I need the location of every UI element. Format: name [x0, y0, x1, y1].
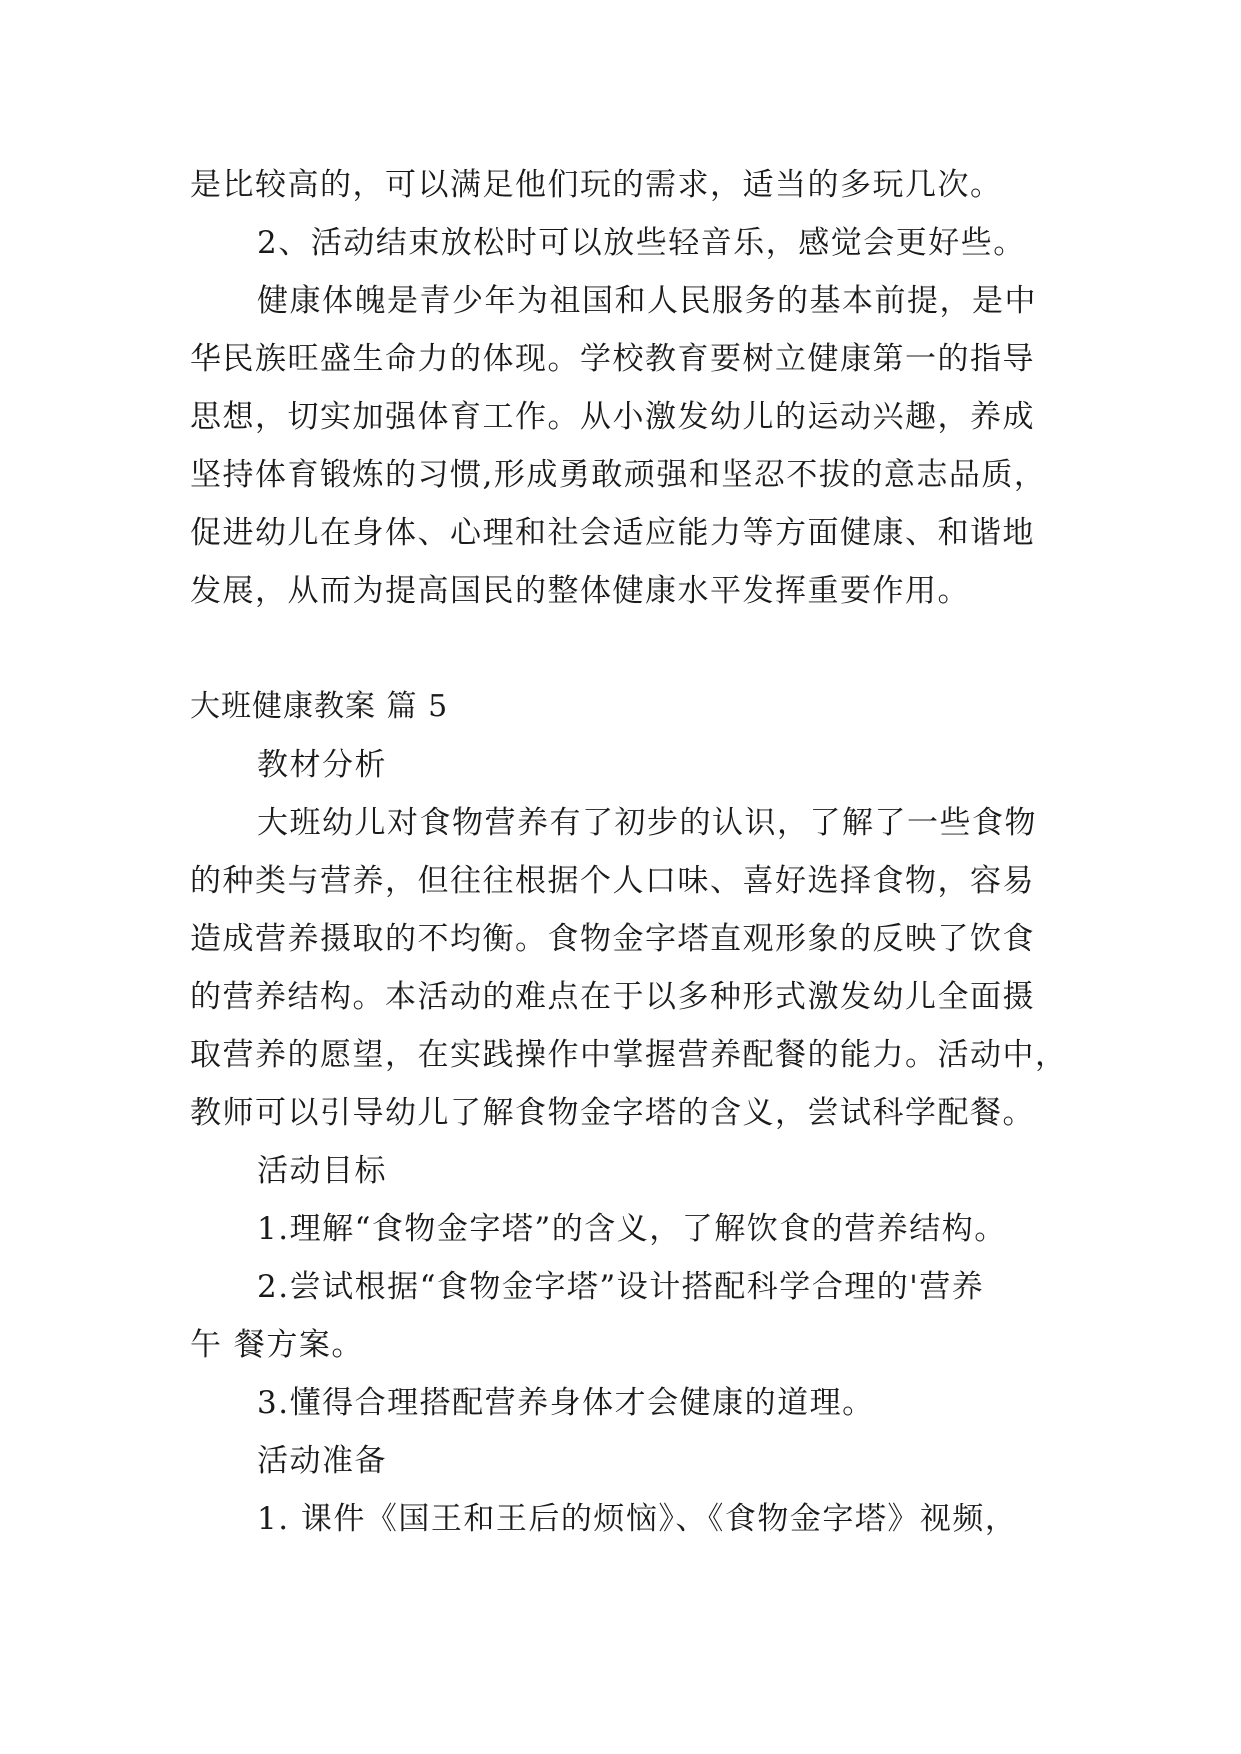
subheading: 教材分析 [257, 747, 387, 783]
body-text-line: 的种类与营养，但往往根据个人口味、喜好选择食物，容易 [190, 863, 1035, 899]
body-text-line: 健康体魄是青少年为祖国和人民服务的基本前提，是中 [257, 283, 1037, 319]
list-item: 1. 课件《国王和王后的烦恼》、《食物金字塔》视频， [257, 1501, 1018, 1537]
body-text-line: 发展，从而为提高国民的整体健康水平发挥重要作用。 [190, 573, 970, 609]
body-text-line: 促进幼儿在身体、心理和社会适应能力等方面健康、和谐地 [190, 515, 1035, 551]
section-heading: 大班健康教案 篇 5 [190, 689, 449, 724]
body-text-line: 2、活动结束放松时可以放些轻音乐，感觉会更好些。 [257, 225, 1026, 261]
body-text-line: 大班幼儿对食物营养有了初步的认识，了解了一些食物 [257, 805, 1037, 841]
list-item: 1.理解“食物金字塔”的含义，了解饮食的营养结构。 [257, 1211, 1007, 1247]
body-text-line: 教师可以引导幼儿了解食物金字塔的含义，尝试科学配餐。 [190, 1095, 1035, 1131]
body-text-line: 思想，切实加强体育工作。从小激发幼儿的运动兴趣，养成 [190, 399, 1035, 435]
body-text-line: 的营养结构。本活动的难点在于以多种形式激发幼儿全面摄 [190, 979, 1035, 1015]
list-item: 3.懂得合理搭配营养身体才会健康的道理。 [257, 1385, 875, 1421]
body-text-line: 华民族旺盛生命力的体现。学校教育要树立健康第一的指导 [190, 341, 1035, 377]
body-text-line: 造成营养摄取的不均衡。食物金字塔直观形象的反映了饮食 [190, 921, 1035, 957]
list-item: 2.尝试根据“食物金字塔”设计搭配科学合理的'营养 [257, 1269, 985, 1305]
body-text-line: 坚持体育锻炼的习惯,形成勇敢顽强和坚忍不拔的意志品质， [190, 457, 1047, 493]
body-text-line: 是比较高的，可以满足他们玩的需求，适当的多玩几次。 [190, 167, 1003, 203]
subheading: 活动目标 [257, 1153, 387, 1189]
list-item-continuation: 午 餐方案。 [190, 1327, 364, 1363]
body-text-line: 取营养的愿望，在实践操作中掌握营养配餐的能力。活动中， [190, 1037, 1068, 1073]
subheading: 活动准备 [257, 1443, 387, 1479]
